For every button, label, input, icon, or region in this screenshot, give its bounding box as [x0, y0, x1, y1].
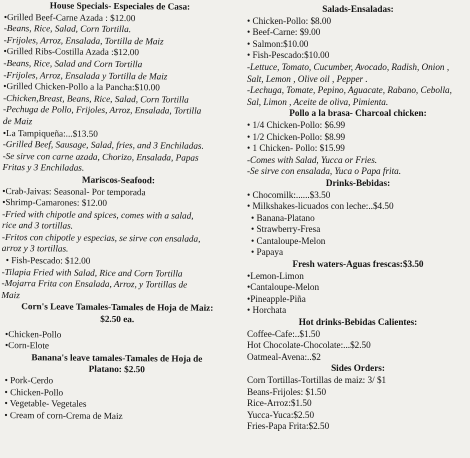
menu-item: Corn Tortillas-Tortillas de maiz: 3/ $1: [247, 375, 387, 385]
item-description: Sal, Limon , Aceite de oliva, Pimienta.: [247, 96, 389, 107]
item-description: -Beans, Rice, Salad and Corn Tortilla: [3, 57, 143, 70]
section-heading: $2.50 ea.: [100, 313, 135, 325]
menu-item: •Lemon-Limon: [247, 270, 304, 281]
menu-item: •Cantaloupe-Melon: [247, 282, 320, 293]
item-description: -Fried with chipotle and spices, comes with a salad,: [2, 208, 194, 221]
item-description: -Lettuce, Tomato, Cucumber, Avocado, Radish, Onion ,: [247, 61, 450, 72]
section-heading: Pollo a la brasa- Charcoal chicken:: [289, 108, 427, 119]
menu-item: • Beef-Carne: $9.00: [247, 27, 321, 38]
menu-item: • Chicken-Pollo: $8.00: [247, 15, 332, 26]
menu-item: • Banana-Platano: [251, 212, 315, 223]
menu-item: Beans-Frijoles: $1.50: [247, 386, 327, 397]
menu-item: •Grilled Chicken-Pollo a la Pancha:$10.00: [3, 81, 160, 93]
menu-item: Yucca-Yuca:$2.50: [247, 409, 315, 420]
item-description: de Maiz: [2, 115, 33, 127]
menu-item: • Fish-Pescado:$10.00: [247, 50, 330, 61]
menu-item: •Chicken-Pollo: [5, 328, 62, 340]
item-description: -Comes with Salad, Yucca or Fries.: [247, 154, 378, 165]
item-description: -Se sirve con carne azada, Chorizo, Ensalada, Papas: [2, 150, 199, 163]
menu-item: • Vegetable- Vegetales: [4, 398, 87, 409]
menu-item: • Pork-Cerdo: [4, 375, 54, 386]
item-description: Maiz: [1, 289, 20, 300]
item-description: -Pechuga de Pollo, Frijoles, Arroz, Ensalada, Tortilla: [3, 104, 202, 117]
section-heading: Platano: $2.50: [88, 364, 145, 375]
menu-item: • Cantaloupe-Melon: [251, 235, 326, 246]
section-heading: Sides Orders:: [331, 363, 385, 374]
item-description: Salt, Lemon , Olive oil , Pepper .: [247, 73, 368, 84]
left-menu-column: [0, 0, 236, 423]
menu-item: • Horchata: [247, 305, 287, 316]
item-description: -Lechuga, Tomate, Pepino, Aguacate, Rabano, Cebolla,: [247, 85, 452, 96]
menu-item: • Papaya: [251, 247, 284, 258]
menu-item: •La Tampiqueña:...$13.50: [2, 127, 98, 139]
menu-item: •Grilled Beef-Carne Azada : $12.00: [3, 11, 136, 23]
section-heading: Mariscos-Seafood:: [81, 174, 155, 186]
menu-item: Rice-Arroz:$1.50: [247, 398, 312, 409]
menu-item: •Crab-Jaivas: Seasonal- Por temporada: [2, 185, 146, 197]
item-description: -Grilled Beef, Sausage, Salad, fries, and 3 Enchiladas.: [2, 139, 204, 151]
section-heading: Hot drinks-Bebidas Calientes:: [298, 317, 418, 328]
menu-item: Fries-Papa Frita:$2.50: [247, 421, 330, 432]
item-description: -Frijoles, Arroz, Ensalada y Tortilla de Maiz: [3, 69, 168, 81]
item-description: -Chicken,Breast, Beans, Rice, Salad, Corn Tortilla: [3, 92, 189, 105]
section-heading: Drinks-Bebidas:: [325, 177, 391, 188]
section-heading: Fresh waters-Aguas frescas:$3.50: [292, 259, 424, 270]
menu-item: • Fish-Pescado: $12.00: [5, 255, 91, 266]
menu-item: • Salmon:$10.00: [247, 38, 309, 49]
right-menu-column: [247, 0, 469, 433]
menu-item: Oatmeal-Avena:..$2: [247, 351, 321, 362]
menu-item: •Corn-Elote: [4, 340, 50, 351]
section-heading: Banana's leave tamales-Tamales de Hoja de: [31, 352, 203, 364]
item-description: -Fritos con chipotle y especias, se sirve con ensalada,: [1, 231, 201, 244]
menu-item: •Grilled Ribs-Costilla Azada :$12.00: [3, 46, 139, 58]
menu-item: • Chocomilk:......$3.50: [247, 189, 331, 200]
section-heading: Salads-Ensaladas:: [322, 4, 394, 14]
item-description: rice and 3 tortillas.: [1, 220, 74, 231]
item-description: arroz y 3 tortillas.: [1, 243, 69, 255]
menu-item: • Milkshakes-licuados con leche:..$4.50: [247, 201, 394, 212]
section-heading: House Specials- Especiales de Casa:: [49, 0, 191, 12]
menu-item: •Pineapple-Piña: [247, 293, 306, 304]
item-description: -Mojarra Frita con Ensalada, Arroz, y Tortillas de: [1, 278, 188, 290]
item-description: -Tilapia Fried with Salad, Rice and Corn Tortilla: [1, 266, 183, 279]
menu-item: • 1/2 Chicken-Pollo: $8.99: [247, 131, 346, 142]
menu-item: • Chicken-Pollo: [4, 386, 64, 398]
item-description: -Beans, Rice, Salad, Corn Tortilla.: [3, 23, 132, 35]
menu-item: Hot Chocolate-Chocolate:...$2.50: [247, 340, 371, 351]
menu-item: Coffee-Cafe:..$1.50: [247, 328, 321, 339]
section-heading: Corn's Leave Tamales-Tamales de Hoja de Maiz:: [21, 301, 214, 314]
item-description: -Frijoles, Arroz, Ensalada, Tortilla de Maiz: [3, 34, 164, 47]
menu-item: • Strawberry-Fresa: [251, 224, 321, 235]
item-description: Fritas y 3 Enchiladas.: [2, 162, 85, 174]
menu-item: • Cream of corn-Crema de Maiz: [4, 409, 123, 421]
item-description: -Se sirve con ensalada, Yuca o Papa frita.: [247, 166, 402, 177]
menu-item: • 1/4 Chicken-Pollo: $6.99: [247, 119, 346, 130]
menu-item: • 1 Chicken- Pollo: $15.99: [247, 143, 345, 154]
menu-item: •Shrimp-Camarones: $12.00: [2, 197, 108, 209]
